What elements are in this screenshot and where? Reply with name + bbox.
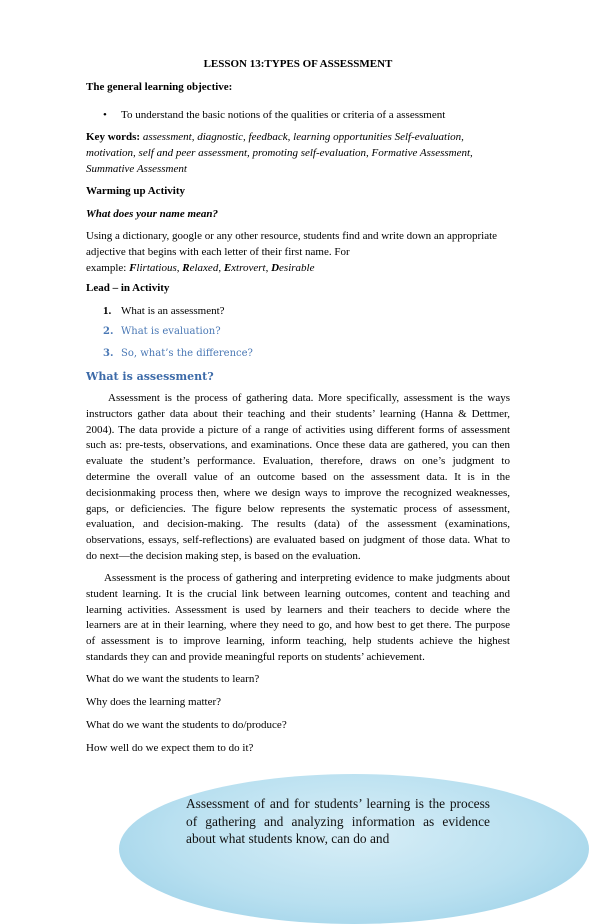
instructions-line-2: adjective that begins with each letter of their first name. For — [86, 245, 350, 258]
objective-heading: The general learning objective: — [86, 81, 233, 93]
lead-in-item-2 — [103, 326, 221, 337]
example-label: example: — [86, 261, 130, 274]
item-number: 1. — [103, 305, 112, 317]
item-number: 3. — [103, 348, 114, 359]
lead-in-heading: Lead – in Activity — [86, 282, 170, 294]
objective-bullet-text: To understand the basic notions of the qualities or criteria of a assessment — [121, 109, 446, 121]
keywords — [86, 130, 510, 177]
example-word: Extrovert — [223, 261, 266, 274]
warming-up-subheading: What does your name mean? — [86, 208, 219, 220]
paragraph-1: Assessment is the process of gathering data. More specifically, assessment is the ways instructors gather data about their teaching and their students’ learning (Hanna & Dettmer, 2004). The data provide a picture of a range of activities using different forms of assessment such as: pre-tests, observations, and examinations. Once these data are gathered, you can then evaluate the student’s performance. Evaluation, therefore, draws on one’s judgment to determine the overall value of an outcome based on the assessment data. It is in the decisionmaking process then, where we design ways to improve the recognized weaknesses, gaps, or deficiencies. The figure below represents the systematic process of assessment, evaluation, and decision-making. The results (data) of the assessment (examinations, observations, essays, self-reflections) are evaluated based on judgment of those data. What to do next—the decision making step, is based on the evaluation. — [86, 392, 510, 562]
keywords-label: Key words: — [86, 131, 141, 143]
lesson-title: LESSON 13:TYPES OF ASSESSMENT — [203, 58, 393, 70]
warming-up-heading: Warming up Activity — [86, 185, 186, 197]
example-line — [86, 261, 510, 277]
example-word: Desirable — [271, 261, 315, 274]
keywords-text-3: Summative Assessment — [86, 162, 187, 175]
example-words: Flirtatious, Relaxed, Extrovert, Desirable — [129, 261, 315, 274]
lead-in-item-1 — [103, 305, 225, 317]
keywords-text-1: assessment, diagnostic, feedback, learning opportunities Self-evaluation, — [142, 131, 464, 143]
question-3: What do we want the students to do/produce? — [86, 719, 287, 731]
question-1: What do we want the students to learn? — [86, 673, 260, 685]
keywords-text-2: motivation, self and peer assessment, promoting self-evaluation, Formative Assessment, — [86, 146, 473, 159]
callout-text: Assessment of and for students’ learning is the process of gathering and analyzing information as evidence about what students know, can do and — [186, 796, 490, 846]
example-word: Flirtatious — [129, 261, 177, 274]
question-4: How well do we expect them to do it? — [86, 742, 254, 754]
warming-up-instructions — [86, 229, 510, 276]
bullet-icon: • — [103, 109, 107, 121]
paragraph-2: Assessment is the process of gathering and interpreting evidence to make judgments about student learning. It is the crucial link between learning outcomes, content and teaching and learning activities. Assessment is used by learners and their teachers to decide where the learners are at in their learning, where they need to go, and how best to get there. The purpose of assessment is to improve learning, inform teaching, help students achieve the highest standards they can and provide meaningful reports on students’ achievement. — [86, 572, 510, 663]
question-2: Why does the learning matter? — [86, 696, 222, 708]
item-text: So, what’s the difference? — [121, 348, 253, 359]
item-number: 2. — [103, 326, 114, 337]
example-word: Relaxed — [182, 261, 219, 274]
instructions-line-1: Using a dictionary, google or any other resource, students find and write down an appropriate — [86, 230, 498, 242]
item-text: What is evaluation? — [121, 326, 221, 337]
what-is-assessment-heading: What is assessment? — [86, 370, 214, 383]
item-text: What is an assessment? — [121, 305, 225, 317]
lead-in-item-3 — [103, 348, 253, 359]
